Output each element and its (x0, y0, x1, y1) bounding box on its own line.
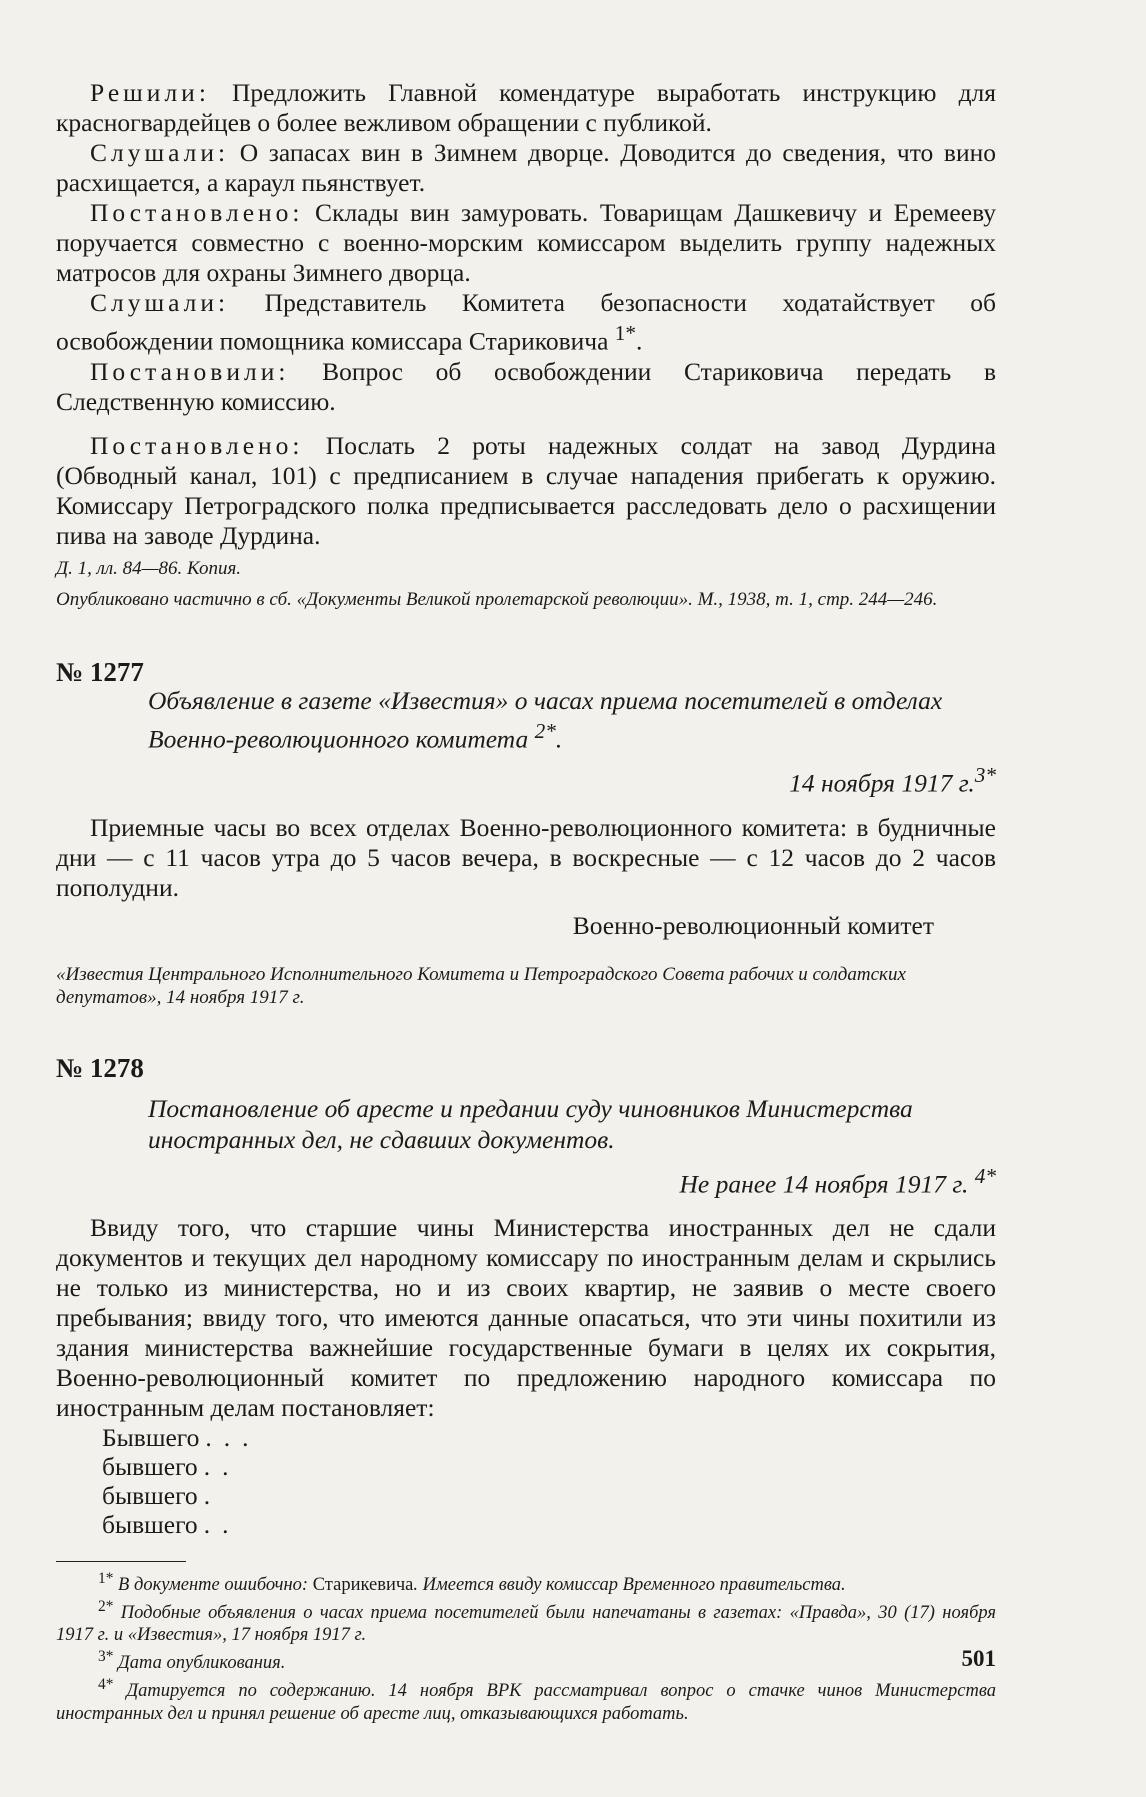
document-text: Ввиду того, что старшие чины Министерства иностранных дел не сдали документов и текущих дел народному комиссару по иностранным делам и скрылись не только из министерства, но и из своих квартир, не заявив о месте своего пребывания; ввиду того, что имеются данные опасаться, что эти чины похитили из здания министерства важнейшие государственные бумаги в целях их сокрытия, Военно-революционный комитет по предложению народного комиссара по иностранным делам постановляет: (56, 1213, 996, 1422)
footnote-text: Дата опубликования. (113, 1653, 286, 1674)
document-number: № 1277 (56, 656, 144, 687)
document-date (56, 760, 996, 799)
footnote-mark: 1* (98, 1570, 114, 1587)
list-item-word: бывшего (102, 1481, 198, 1510)
footnote-mark: 3* (98, 1648, 114, 1666)
footnote-ref: 2* (534, 718, 556, 743)
footnotes (56, 1568, 996, 1725)
paragraph-text: Послать 2 роты надежных солдат на завод Дурдина (Обводный канал, 101) с предписанием в случае нападения прибегать к оружию. Комиссару Петроградского полка предписывается расследовать дело о расхищении пива на заводе Дурдина. (56, 430, 996, 550)
publication-source: Опубликовано частично в сб. «Документы Великой пролетарской революции». М., 1938, т. 1, стр. 244—246. (56, 588, 938, 610)
footnote-mark: 2* (98, 1598, 114, 1616)
date-text: Не ранее 14 ноября 1917 г. (679, 1169, 969, 1198)
document-title (148, 685, 996, 755)
footnote-3 (56, 1646, 996, 1674)
document-title: Постановление об аресте и предании суду чиновников Министерства иностранных дел, не сдавших документов. (148, 1093, 913, 1154)
footnote-text: Датируется по содержанию. 14 ноября ВРК рассматривал вопрос о стачке чинов Министерства иностранных дел и принял решение об аресте лиц, отказывающихся работать. (56, 1681, 996, 1724)
minutes-paragraph-3 (56, 198, 996, 288)
footnote-1 (56, 1568, 996, 1596)
archive-source: Д. 1, лл. 84—86. Копия. (56, 557, 242, 579)
paragraph-text: Вопрос об освобождении Стариковича передать в Следственную комиссию. (56, 356, 996, 416)
list-item-dots: ... (205, 1423, 261, 1452)
title-end: . (555, 724, 563, 753)
footnote-mark: 4* (98, 1676, 114, 1694)
person-list (102, 1423, 996, 1539)
footnote-quoted-name: Старикевича (312, 1575, 414, 1596)
minutes-paragraph-1 (56, 78, 996, 138)
page-number: 501 (961, 1646, 996, 1671)
list-item (102, 1481, 996, 1510)
title-text: Объявление в газете «Известия» о часах приема посетителей в отделах Военно-революционного комитета (148, 685, 943, 753)
footnote-ref: 1* (614, 321, 637, 345)
paragraph-label: Постановили: (90, 356, 290, 386)
footnote-4 (56, 1674, 996, 1724)
document-signature: Военно-революционный комитет (572, 910, 934, 940)
paragraph-label: Слушали: (90, 288, 230, 317)
minutes-paragraph-5 (56, 357, 996, 417)
paragraph-end: . (636, 326, 643, 356)
list-item-word: Бывшего (102, 1423, 200, 1452)
list-item-dots: .. (203, 1452, 241, 1481)
document-text: Приемные часы во всех отделах Военно-революционного комитета: в будничные дни — с 11 часов утра до 5 часов вечера, в воскресные — с 12 часов до 2 часов пополудни. (56, 812, 996, 902)
paragraph-text: Склады вин замуровать. Товарищам Дашкевичу и Еремееву поручается совместно с военно-морским комиссаром выделить группу надежных матросов для охраны Зимнего дворца. (56, 198, 996, 287)
page-content (56, 78, 996, 1725)
footnote-2 (56, 1596, 996, 1646)
list-item-word: бывшего (102, 1510, 198, 1539)
list-item (102, 1452, 996, 1481)
document-number: № 1278 (56, 1052, 144, 1083)
document-source: «Известия Центрального Исполнительного Комитета и Петроградского Совета рабочих и солдатских депутатов», 14 ноября 1917 г. (56, 963, 906, 1008)
paragraph-label: Слушали: (90, 138, 230, 167)
footnote-ref: 3* (974, 763, 996, 787)
date-text: 14 ноября 1917 г. (789, 768, 975, 798)
footnote-ref: 4* (974, 1163, 996, 1188)
paragraph-text: Предложить Главной комендатуре выработать инструкцию для красногвардейцев о более вежливом обращении с публикой. (56, 78, 996, 137)
footnote-divider (56, 1561, 186, 1562)
list-item-dots: . (203, 1481, 223, 1510)
list-item-word: бывшего (102, 1452, 198, 1481)
document-date (56, 1161, 996, 1200)
minutes-paragraph-6 (56, 431, 996, 551)
paragraph-label: Постановлено: (90, 430, 304, 460)
list-item (102, 1510, 996, 1539)
footnote-text: В документе ошибочно: (113, 1575, 313, 1596)
footnote-text: Подобные объявления о часах приема посетителей были напечатаны в газетах: «Правда», 30 (17) ноября 1917 г. и «Известия», 17 ноября 1917 г. (56, 1603, 996, 1646)
minutes-paragraph-4 (56, 288, 996, 357)
paragraph-text: О запасах вин в Зимнем дворце. Доводится до сведения, что вино расхищается, а караул пьянствует. (56, 138, 996, 197)
paragraph-text: Представитель Комитета безопасности ходатайствует об освобождении помощника комиссара Стариковича (56, 288, 996, 356)
minutes-paragraph-2 (56, 138, 996, 198)
paragraph-label: Решили: (90, 78, 210, 107)
paragraph-label: Постановлено: (90, 198, 304, 227)
list-item (102, 1423, 996, 1452)
list-item-dots: .. (203, 1510, 241, 1539)
footnote-text-end: . Имеется ввиду комиссар Временного правительства. (413, 1575, 846, 1596)
